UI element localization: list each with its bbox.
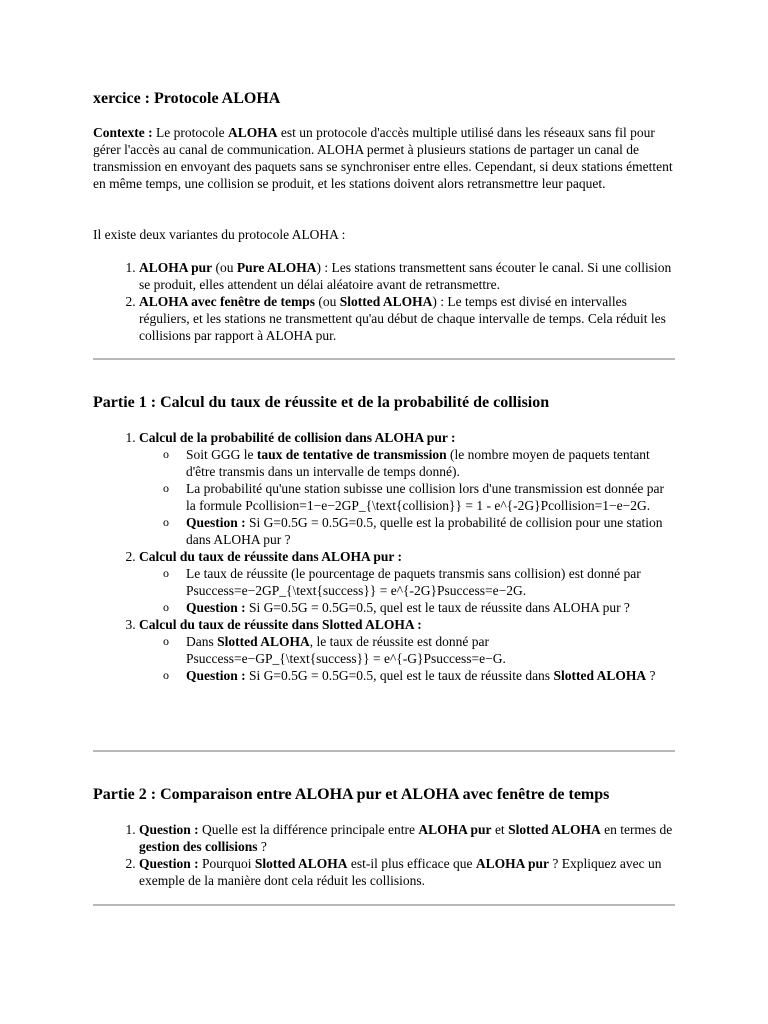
variants-intro: Il existe deux variantes du protocole ALOHA : — [93, 227, 346, 242]
list-item: 1. Question : Quelle est la différence principale entre ALOHA pur et Slotted ALOHA en termes de gestion des collisions ? — [139, 821, 675, 855]
sub-item: o Question : Si G=0.5G = 0.5G=0.5, quelle est la probabilité de collision pour une station dans ALOHA pur ? — [186, 514, 675, 548]
sub-item: o Dans Slotted ALOHA, le taux de réussite est donné par Psuccess=e−GP_{\text{success}} = e^{-G}Psuccess=e−G. — [186, 633, 675, 667]
variants-list — [93, 259, 675, 344]
sub-list — [139, 633, 675, 684]
context-paragraph: Contexte : Le protocole ALOHA est un protocole d'accès multiple utilisé dans les réseaux sans fil pour gérer l'accès au canal de communication. ALOHA permet à plusieurs stations de partager un canal de transmission en envoyant des paquets sans se synchroniser entre elles. Cependant, si deux stations émettent en même temps, une collision se produit, et les stations doivent alors retransmettre leur paquet. — [93, 125, 673, 191]
divider — [93, 750, 675, 752]
sub-item: o Le taux de réussite (le pourcentage de paquets transmis sans collision) est donné par Psuccess=e−2GP_{\text{success}} = e^{-2G}Psuccess=e−2G. — [186, 565, 675, 599]
list-item: 2. Calcul du taux de réussite dans ALOHA pur : o Le taux de réussite (le pourcentage de paquets transmis sans collision) est donné par Psuccess=e−2GP_{\text{success}} = e^{-2G}Psuccess=e−2G. o Question : Si G=0.5G = 0.5G=0.5, quel est le taux de réussite dans ALOHA pur ? — [139, 548, 675, 616]
sub-item: o Question : Si G=0.5G = 0.5G=0.5, quel est le taux de réussite dans Slotted ALOHA ? — [186, 667, 675, 684]
sub-item: o Question : Si G=0.5G = 0.5G=0.5, quel est le taux de réussite dans ALOHA pur ? — [186, 599, 675, 616]
sub-list — [139, 565, 675, 616]
list-item: 1. Calcul de la probabilité de collision dans ALOHA pur : o Soit GGG le taux de tentative de transmission (le nombre moyen de paquets tentant d'être transmis dans un intervalle de temps donné). o La probabilité qu'une station subisse une collision lors d'une transmission est donnée par la formule Pcollision=1−e−2GP_{\text{collision}} = 1 - e^{-2G}Pcollision=1−e−2G. o Question : Si G=0.5G = 0.5G=0.5, quelle est la probabilité de collision pour une station dans ALOHA pur ? — [139, 429, 675, 548]
part2-list — [93, 821, 675, 889]
divider — [93, 358, 675, 360]
document-title: xercice : Protocole ALOHA — [93, 90, 281, 107]
sub-list — [139, 446, 675, 548]
list-item: 2. Question : Pourquoi Slotted ALOHA est-il plus efficace que ALOHA pur ? Expliquez avec un exemple de la manière dont cela réduit les collisions. — [139, 855, 675, 889]
part2-title: Partie 2 : Comparaison entre ALOHA pur et ALOHA avec fenêtre de temps — [93, 786, 610, 803]
divider — [93, 904, 675, 906]
part1-list — [93, 429, 675, 684]
sub-item: o Soit GGG le taux de tentative de transmission (le nombre moyen de paquets tentant d'être transmis dans un intervalle de temps donné). — [186, 446, 675, 480]
part1-title: Partie 1 : Calcul du taux de réussite et de la probabilité de collision — [93, 394, 550, 411]
list-item: 1. ALOHA pur (ou Pure ALOHA) : Les stations transmettent sans écouter le canal. Si une collision se produit, elles attendent un délai aléatoire avant de retransmettre. — [139, 259, 675, 293]
list-item: 3. Calcul du taux de réussite dans Slotted ALOHA : o Dans Slotted ALOHA, le taux de réussite est donné par Psuccess=e−GP_{\text{success}} = e^{-G}Psuccess=e−G. o Question : Si G=0.5G = 0.5G=0.5, quel est le taux de réussite dans Slotted ALOHA ? — [139, 616, 675, 684]
list-item: 2. ALOHA avec fenêtre de temps (ou Slotted ALOHA) : Le temps est divisé en intervalles réguliers, et les stations ne transmettent qu'au début de chaque intervalle de temps. Cela réduit les collisions par rapport à ALOHA pur. — [139, 293, 675, 344]
sub-item: o La probabilité qu'une station subisse une collision lors d'une transmission est donnée par la formule Pcollision=1−e−2GP_{\text{collision}} = 1 - e^{-2G}Pcollision=1−e−2G. — [186, 480, 675, 514]
context-label: Contexte : — [93, 125, 153, 140]
